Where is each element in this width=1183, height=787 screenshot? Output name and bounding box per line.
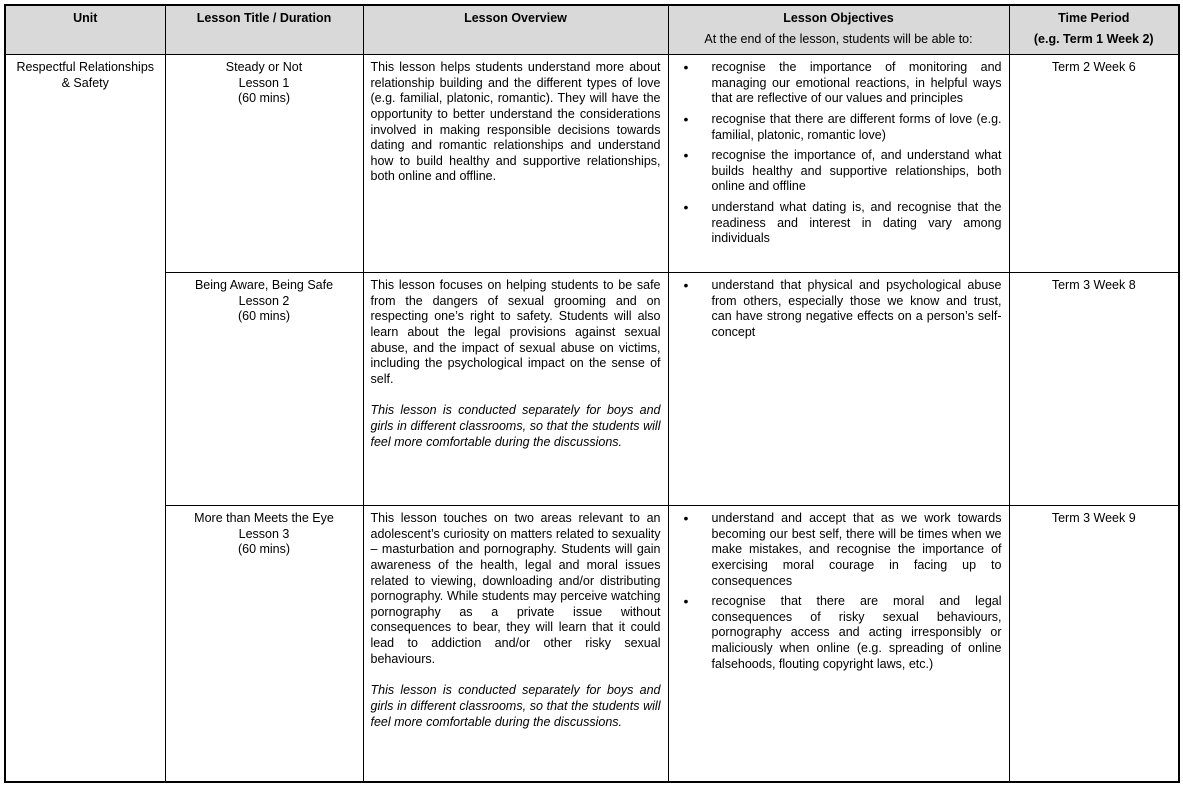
- lesson-title: Being Aware, Being Safe: [194, 278, 334, 292]
- objectives-list: [676, 60, 1002, 247]
- objective-item: • understand that physical and psychological abuse from others, especially those we know and trust, can have strong negative effects on a person’s self-concept: [676, 278, 1002, 341]
- lesson-duration: (60 mins): [237, 91, 291, 106]
- lesson-duration: (60 mins): [237, 309, 291, 324]
- objective-item: • recognise that there are different forms of love (e.g. familial, platonic, romantic love): [676, 112, 1002, 143]
- lesson-plan-table: [4, 4, 1180, 783]
- lesson-number: Lesson 2: [238, 293, 290, 308]
- header-lesson-title-label: Lesson Title / Duration: [196, 11, 332, 25]
- overview-paragraph: This lesson focuses on helping students to be safe from the dangers of sexual grooming and on respecting one’s right to safety. Students will also learn about the legal provisions against sexual abuse, and the impact of sexual abuse on victims, including the psychological impact on the sense of self.: [370, 278, 661, 386]
- lesson-overview-cell: [363, 273, 668, 506]
- header-lesson-objectives-label: Lesson Objectives: [783, 11, 894, 25]
- objectives-list: [676, 511, 1002, 672]
- header-lesson-overview-label: Lesson Overview: [464, 11, 567, 25]
- objectives-list: [676, 278, 1002, 341]
- lesson-title-cell: [165, 273, 363, 506]
- header-lesson-title-duration: [165, 5, 363, 55]
- overview-paragraph: This lesson touches on two areas relevant to an adolescent’s curiosity on matters related to sexuality – masturbation and pornography. Students will gain awareness of the health, legal and moral issues related to viewing, downloading and/or distributing pornography. While students may perceive watching pornography as a private issue without consequences to bear, they will learn that it could lead to addiction and/or other risky sexual behaviours.: [370, 511, 661, 666]
- lesson-objectives-cell: [668, 55, 1009, 273]
- objective-item: • recognise the importance of, and understand what builds healthy and supportive relationships, both online and offline: [676, 148, 1002, 195]
- lesson-overview-cell: [363, 506, 668, 782]
- time-period-cell: Term 2 Week 6: [1009, 55, 1179, 273]
- lesson-title: More than Meets the Eye: [194, 511, 334, 525]
- lesson-overview-cell: [363, 55, 668, 273]
- header-lesson-overview: [363, 5, 668, 55]
- table-row: [5, 506, 1179, 782]
- lesson-number: Lesson 3: [238, 526, 290, 541]
- time-period-cell: Term 3 Week 9: [1009, 506, 1179, 782]
- objective-item: • recognise the importance of monitoring and managing our emotional reactions, in helpful ways that are reflective of our values and principles: [676, 60, 1002, 107]
- overview-note: This lesson is conducted separately for boys and girls in different classrooms, so that the students will feel more comfortable during the discussions.: [370, 683, 661, 729]
- overview-paragraph: This lesson helps students understand more about relationship building and the different types of love (e.g. familial, platonic, romantic). They will have the opportunity to better understand the considerations involved in making responsible decisions towards dating and romantic relationships and understand how to build healthy and supportive relationships, both online and offline.: [370, 60, 661, 184]
- objective-item: • understand and accept that as we work towards becoming our best self, there will be times when we make mistakes, and recognise the importance of exercising moral courage in facing up to consequences: [676, 511, 1002, 589]
- overview-note: This lesson is conducted separately for boys and girls in different classrooms, so that the students will feel more comfortable during the discussions.: [370, 403, 661, 449]
- header-unit-label: Unit: [73, 11, 98, 25]
- lesson-title: Steady or Not: [225, 60, 303, 74]
- header-time-period: [1009, 5, 1179, 55]
- header-lesson-objectives: [668, 5, 1009, 55]
- objective-item: • understand what dating is, and recognise that the readiness and interest in dating vary among individuals: [676, 200, 1002, 247]
- table-row: [5, 55, 1179, 273]
- header-time-period-sublabel: (e.g. Term 1 Week 2): [1033, 31, 1154, 46]
- header-lesson-objectives-sublabel: At the end of the lesson, students will be able to:: [704, 31, 973, 46]
- lesson-objectives-cell: [668, 506, 1009, 782]
- table-header-row: [5, 5, 1179, 55]
- lesson-title-cell: [165, 506, 363, 782]
- lesson-title-cell: [165, 55, 363, 273]
- lesson-objectives-cell: [668, 273, 1009, 506]
- objective-item: • recognise that there are moral and legal consequences of risky sexual behaviours, pornography access and acting irresponsibly or maliciously when online (e.g. spreading of online falsehoods, flouting copyright laws, etc.): [676, 594, 1002, 672]
- unit-cell: Respectful Relationships & Safety: [5, 55, 165, 782]
- lesson-duration: (60 mins): [237, 542, 291, 557]
- header-time-period-label: Time Period: [1058, 11, 1130, 25]
- header-unit: [5, 5, 165, 55]
- lesson-number: Lesson 1: [238, 75, 290, 90]
- time-period-cell: Term 3 Week 8: [1009, 273, 1179, 506]
- table-row: [5, 273, 1179, 506]
